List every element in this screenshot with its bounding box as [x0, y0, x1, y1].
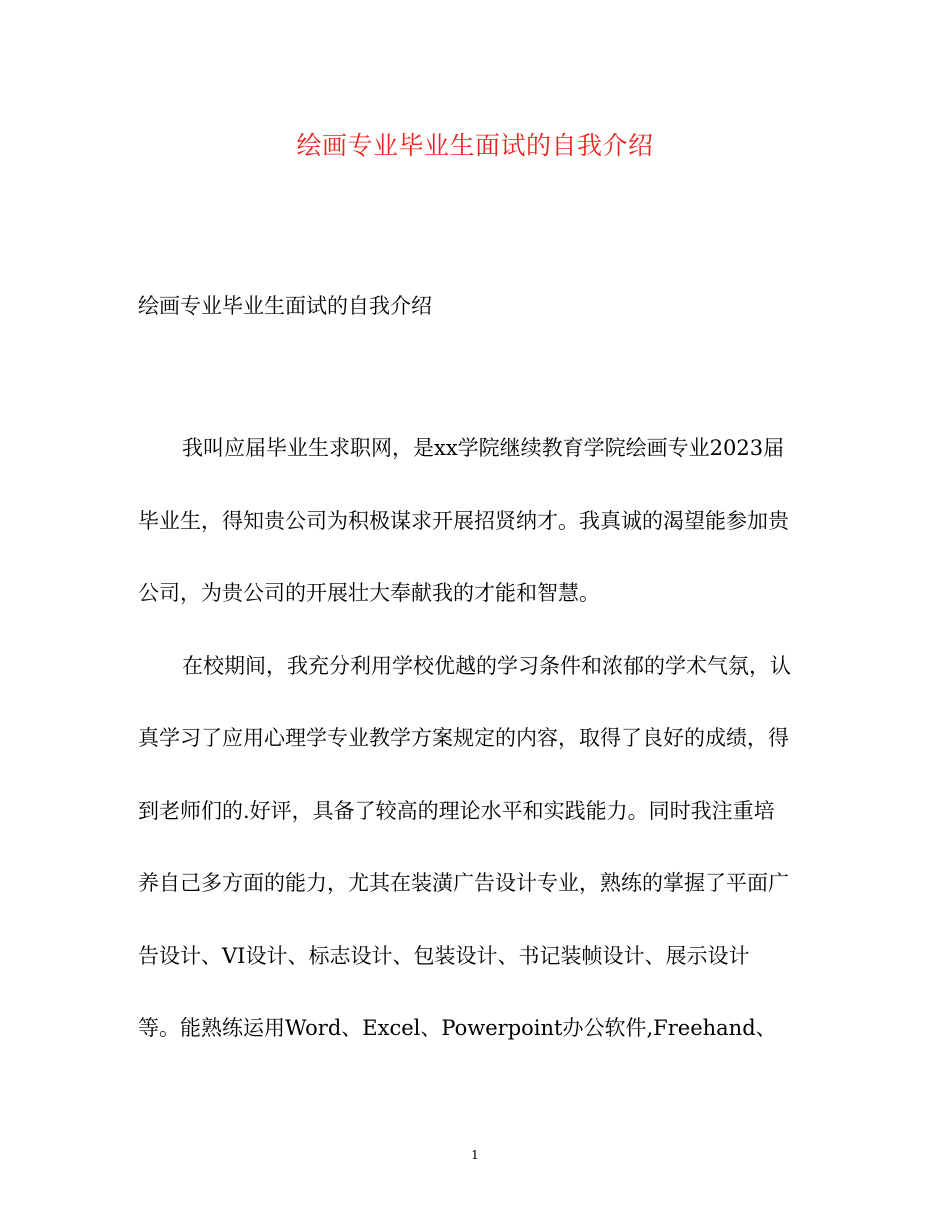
paragraph-line: 毕业生，得知贵公司为积极谋求开展招贤纳才。我真诚的渴望能参加贵 [138, 508, 789, 533]
paragraph-line: 到老师们的.好评，具备了较高的理论水平和实践能力。同时我注重培 [138, 798, 775, 823]
paragraph-line: 等。能熟练运用Word、Excel、Powerpoint办公软件,Freehand、 [138, 1016, 777, 1040]
paragraph-line: 公司，为贵公司的开展壮大奉献我的才能和智慧。 [138, 581, 600, 605]
document-subtitle: 绘画专业毕业生面试的自我介绍 [138, 294, 432, 318]
paragraph-line: 告设计、VI设计、标志设计、包装设计、书记装帧设计、展示设计 [138, 943, 750, 968]
document-title: 绘画专业毕业生面试的自我介绍 [296, 131, 654, 160]
paragraph-line: 在校期间，我充分利用学校优越的学习条件和浓郁的学术气氛，认 [182, 653, 791, 678]
paragraph-line: 我叫应届毕业生求职网，是xx学院继续教育学院绘画专业2023届 [182, 436, 785, 460]
document-body [138, 430, 818, 1083]
paragraph-line: 养自己多方面的能力，尤其在装潢广告设计专业，熟练的掌握了平面广 [138, 871, 789, 895]
paragraph-line: 真学习了应用心理学专业教学方案规定的内容，取得了良好的成绩，得 [138, 726, 789, 750]
page-number: 1 [471, 1148, 479, 1162]
